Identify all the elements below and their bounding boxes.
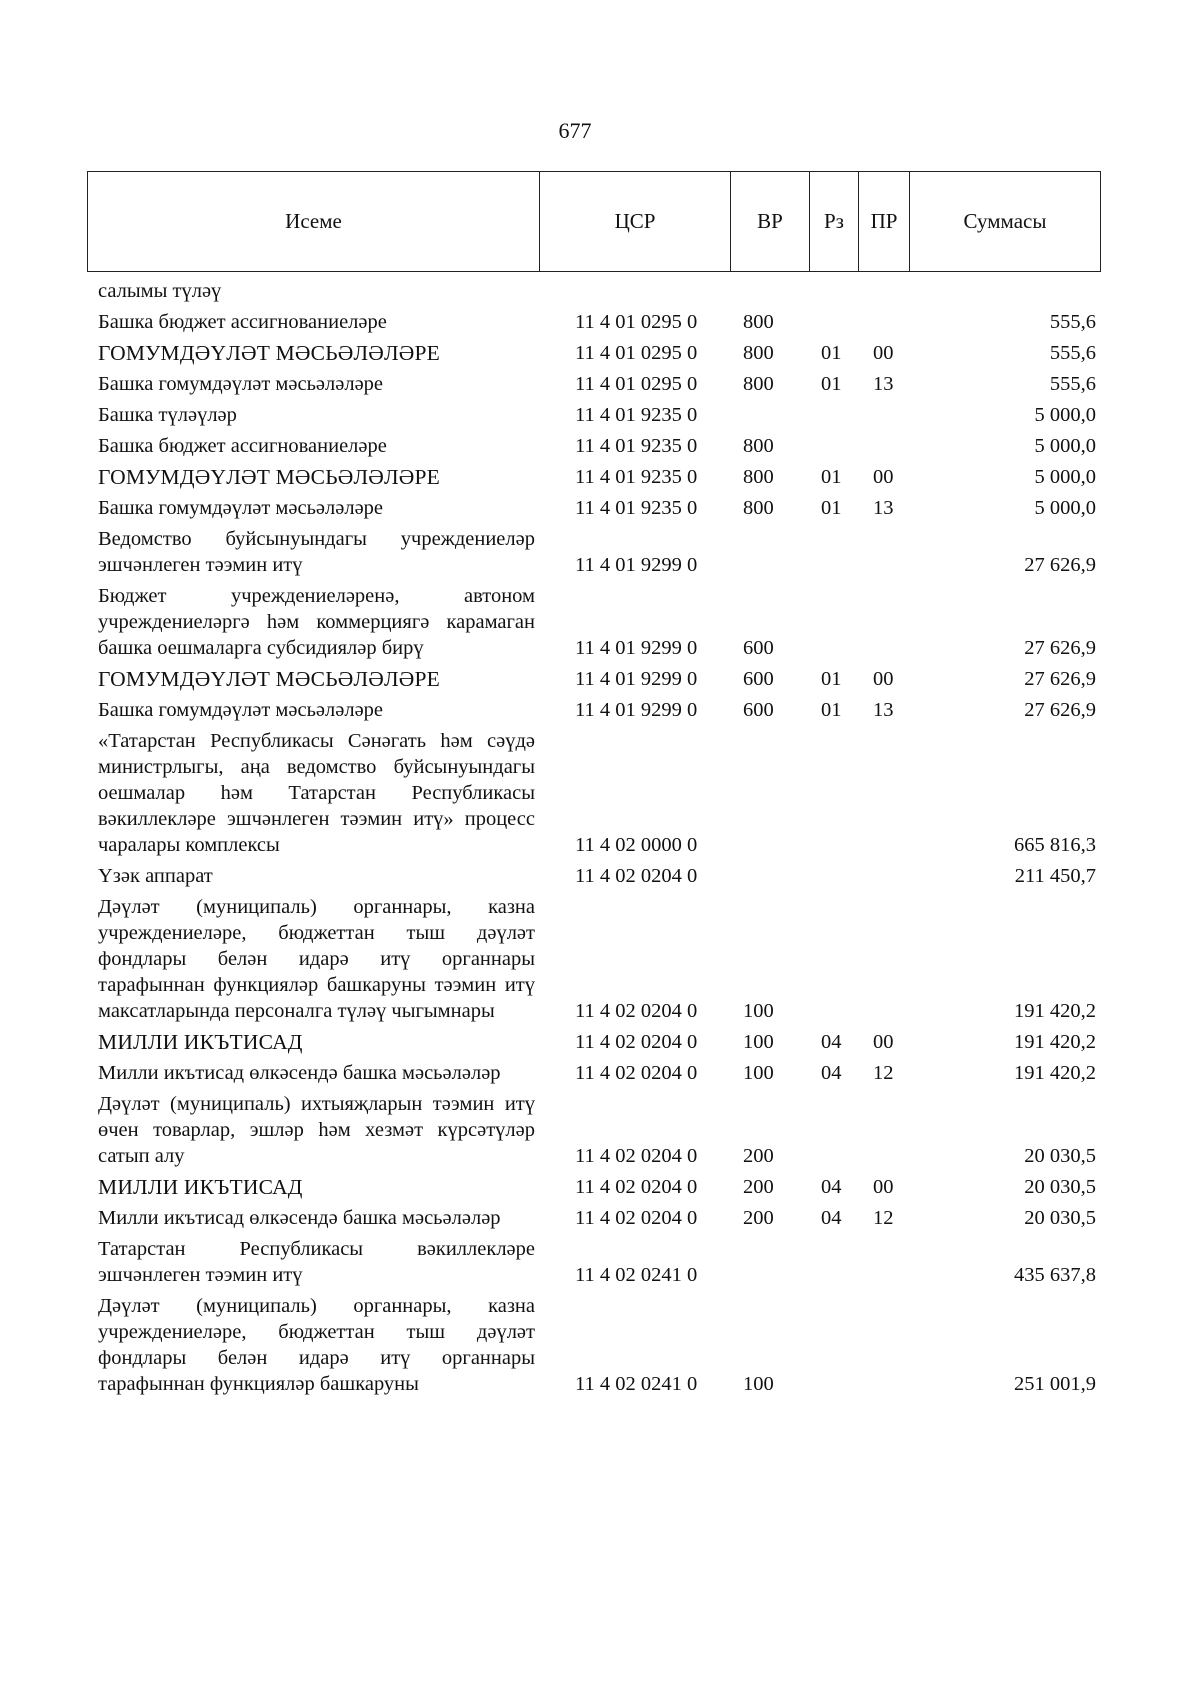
column-header-name: Исеме	[88, 172, 540, 272]
row-pr-cell: 00	[873, 342, 894, 364]
row-name-cell: МИЛЛИ ИКЪТИСАД	[98, 1175, 303, 1199]
row-pr-cell: 00	[873, 668, 894, 690]
column-header-vr: ВР	[731, 172, 810, 272]
row-csr-cell: 11 4 02 0000 0	[575, 834, 698, 856]
row-csr-cell: 11 4 01 9235 0	[575, 404, 698, 426]
row-rz-cell	[809, 521, 858, 578]
row-csr-cell: 11 4 01 9299 0	[575, 668, 698, 690]
row-csr-cell	[539, 273, 730, 304]
row-csr-cell: 11 4 02 0204 0	[575, 1062, 698, 1084]
row-csr-cell: 11 4 02 0204 0	[575, 1031, 698, 1053]
row-sum-cell: 191 420,2	[1014, 1000, 1096, 1022]
column-header-sum: Суммасы	[910, 172, 1101, 272]
row-name-cell: Башка гомумдәүләт мәсьәләләре	[98, 699, 384, 721]
row-vr-cell: 200	[743, 1145, 774, 1167]
row-sum-cell: 27 626,9	[1024, 554, 1096, 576]
row-rz-cell: 04	[821, 1176, 842, 1198]
row-csr-cell: 11 4 02 0204 0	[575, 1207, 698, 1229]
row-vr-cell: 100	[743, 1062, 774, 1084]
column-header-pr: ПР	[859, 172, 910, 272]
row-rz-cell: 01	[821, 373, 842, 395]
row-name-cell: Татарстан Республикасы вәкиллекләре эшчәнлеген тәэмин итү	[98, 1238, 535, 1286]
row-pr-cell	[858, 723, 909, 858]
row-sum-cell: 555,6	[1049, 373, 1096, 395]
table-row	[87, 1169, 1100, 1200]
row-name-cell: Башка бюджет ассигнованиеләре	[98, 311, 387, 333]
row-sum-cell: 5 000,0	[1034, 435, 1096, 457]
table-header	[87, 171, 1101, 272]
table-row	[87, 1200, 1100, 1231]
row-pr-cell: 13	[873, 497, 894, 519]
row-rz-cell	[809, 723, 858, 858]
row-sum-cell	[909, 273, 1100, 304]
row-name-cell: Милли икътисад өлкәсендә башка мәсьәләләр	[98, 1207, 501, 1229]
table-row	[87, 366, 1100, 397]
row-rz-cell	[809, 1288, 858, 1397]
row-csr-cell: 11 4 02 0241 0	[575, 1373, 698, 1395]
row-rz-cell: 01	[821, 699, 842, 721]
row-rz-cell: 01	[821, 497, 842, 519]
row-rz-cell: 01	[821, 342, 842, 364]
table-row	[87, 1055, 1100, 1086]
row-name-cell: Башка гомумдәүләт мәсьәләләре	[98, 373, 384, 395]
row-csr-cell: 11 4 01 9299 0	[575, 637, 698, 659]
row-name-cell: «Татарстан Республикасы Сәнәгать һәм сәүдә министрлыгы, аңа ведомство буйсынуындагы оешмалар һәм Татарстан Республикасы вәкиллекләре эшчәнлеген тәэмин итү» процесс чаралары комплексы	[98, 730, 535, 856]
table-row	[87, 459, 1100, 490]
row-name-cell: Ведомство буйсынуындагы учреждениеләр эшчәнлеген тәэмин итү	[98, 528, 535, 576]
row-rz-cell: 01	[821, 668, 842, 690]
row-sum-cell: 5 000,0	[1034, 466, 1096, 488]
budget-table	[87, 273, 1100, 1397]
row-sum-cell: 5 000,0	[1034, 404, 1096, 426]
row-csr-cell: 11 4 02 0204 0	[575, 865, 698, 887]
row-name-cell: Дәүләт (муниципаль) органнары, казна учреждениеләре, бюджеттан тыш дәүләт фондлары белән идарә итү органнары тарафыннан функцияләр башкаруны тәэмин итү максатларында персоналга түләү чыгымнары	[98, 896, 535, 1022]
row-rz-cell	[809, 428, 858, 459]
row-sum-cell: 665 816,3	[1014, 834, 1096, 856]
row-rz-cell	[809, 273, 858, 304]
row-pr-cell	[858, 521, 909, 578]
row-name-cell: Башка гомумдәүләт мәсьәләләре	[98, 497, 384, 519]
row-pr-cell: 12	[873, 1062, 894, 1084]
row-vr-cell	[730, 858, 809, 889]
row-sum-cell: 211 450,7	[1014, 865, 1096, 887]
table-row	[87, 692, 1100, 723]
row-vr-cell	[730, 273, 809, 304]
row-vr-cell: 100	[743, 1031, 774, 1053]
row-rz-cell	[809, 1086, 858, 1169]
table-row	[87, 578, 1100, 661]
table-row	[87, 428, 1100, 459]
row-csr-cell: 11 4 02 0204 0	[575, 1000, 698, 1022]
row-rz-cell	[809, 304, 858, 335]
row-pr-cell	[858, 1231, 909, 1288]
row-pr-cell: 00	[873, 1031, 894, 1053]
row-sum-cell: 5 000,0	[1034, 497, 1096, 519]
table-row	[87, 273, 1100, 304]
table-row	[87, 661, 1100, 692]
row-vr-cell: 800	[743, 373, 774, 395]
row-name-cell: Бюджет учреждениеләренә, автоном учреждениеләргә һәм коммерциягә карамаган башка оешмаларга субсидияләр бирү	[98, 585, 535, 659]
table-row	[87, 490, 1100, 521]
row-sum-cell: 20 030,5	[1024, 1207, 1096, 1229]
row-rz-cell: 04	[821, 1062, 842, 1084]
row-rz-cell	[809, 858, 858, 889]
table-row	[87, 521, 1100, 578]
row-pr-cell: 00	[873, 1176, 894, 1198]
row-name-cell: ГОМУМДӘҮЛӘТ МӘСЬӘЛӘЛӘРЕ	[98, 465, 440, 489]
row-name-cell: Башка түләүләр	[98, 404, 237, 426]
row-vr-cell: 800	[743, 497, 774, 519]
row-vr-cell	[730, 521, 809, 578]
table-row	[87, 858, 1100, 889]
row-sum-cell: 435 637,8	[1014, 1264, 1096, 1286]
row-csr-cell: 11 4 02 0204 0	[575, 1176, 698, 1198]
row-vr-cell: 100	[743, 1373, 774, 1395]
row-csr-cell: 11 4 01 0295 0	[575, 373, 698, 395]
row-rz-cell: 04	[821, 1207, 842, 1229]
row-pr-cell: 13	[873, 373, 894, 395]
row-name-cell: Башка бюджет ассигнованиеләре	[98, 435, 387, 457]
row-vr-cell: 600	[743, 637, 774, 659]
row-vr-cell	[730, 723, 809, 858]
row-pr-cell	[858, 1086, 909, 1169]
row-pr-cell	[858, 889, 909, 1024]
row-sum-cell: 191 420,2	[1014, 1031, 1096, 1053]
table-row	[87, 889, 1100, 1024]
row-pr-cell	[858, 428, 909, 459]
row-csr-cell: 11 4 01 0295 0	[575, 311, 698, 333]
row-csr-cell: 11 4 01 0295 0	[575, 342, 698, 364]
row-vr-cell	[730, 397, 809, 428]
row-sum-cell: 555,6	[1049, 342, 1096, 364]
row-rz-cell	[809, 889, 858, 1024]
row-name-cell: МИЛЛИ ИКЪТИСАД	[98, 1030, 303, 1054]
row-name-cell: ГОМУМДӘҮЛӘТ МӘСЬӘЛӘЛӘРЕ	[98, 667, 440, 691]
row-pr-cell	[858, 858, 909, 889]
row-vr-cell: 800	[743, 466, 774, 488]
row-name-cell: салымы түләү	[98, 280, 222, 302]
row-rz-cell: 04	[821, 1031, 842, 1053]
column-header-csr: ЦСР	[540, 172, 731, 272]
table-body	[87, 273, 1100, 1397]
table-row	[87, 304, 1100, 335]
row-vr-cell: 800	[743, 342, 774, 364]
row-csr-cell: 11 4 02 0241 0	[575, 1264, 698, 1286]
row-pr-cell	[858, 304, 909, 335]
row-sum-cell: 191 420,2	[1014, 1062, 1096, 1084]
row-sum-cell: 555,6	[1049, 311, 1096, 333]
table-row	[87, 1288, 1100, 1397]
row-vr-cell: 200	[743, 1176, 774, 1198]
table-row	[87, 335, 1100, 366]
table-row	[87, 1024, 1100, 1055]
row-pr-cell	[858, 1288, 909, 1397]
row-name-cell: Милли икътисад өлкәсендә башка мәсьәләләр	[98, 1062, 501, 1084]
row-vr-cell: 800	[743, 435, 774, 457]
row-name-cell: Дәүләт (муниципаль) ихтыяҗларын тәэмин итү өчен товарлар, эшләр һәм хезмәт күрсәтүләр сатып алу	[98, 1093, 535, 1167]
row-sum-cell: 27 626,9	[1024, 699, 1096, 721]
row-pr-cell: 00	[873, 466, 894, 488]
row-vr-cell: 600	[743, 699, 774, 721]
row-pr-cell	[858, 397, 909, 428]
page-number: 677	[558, 118, 592, 143]
row-vr-cell	[730, 1231, 809, 1288]
row-csr-cell: 11 4 02 0204 0	[575, 1145, 698, 1167]
row-rz-cell: 01	[821, 466, 842, 488]
row-name-cell: ГОМУМДӘҮЛӘТ МӘСЬӘЛӘЛӘРЕ	[98, 341, 440, 365]
table-row	[87, 1086, 1100, 1169]
table-row	[87, 1231, 1100, 1288]
row-csr-cell: 11 4 01 9235 0	[575, 435, 698, 457]
row-vr-cell: 800	[743, 311, 774, 333]
row-sum-cell: 20 030,5	[1024, 1176, 1096, 1198]
row-sum-cell: 251 001,9	[1014, 1373, 1096, 1395]
row-rz-cell	[809, 578, 858, 661]
row-vr-cell: 200	[743, 1207, 774, 1229]
row-pr-cell: 12	[873, 1207, 894, 1229]
row-csr-cell: 11 4 01 9299 0	[575, 699, 698, 721]
table-row	[87, 397, 1100, 428]
row-pr-cell	[858, 273, 909, 304]
row-rz-cell	[809, 1231, 858, 1288]
row-vr-cell: 100	[743, 1000, 774, 1022]
row-name-cell: Үзәк аппарат	[98, 865, 213, 887]
row-pr-cell: 13	[873, 699, 894, 721]
row-csr-cell: 11 4 01 9235 0	[575, 497, 698, 519]
table-row	[87, 723, 1100, 858]
row-name-cell: Дәүләт (муниципаль) органнары, казна учреждениеләре, бюджеттан тыш дәүләт фондлары белән идарә итү органнары тарафыннан функцияләр башкаруны	[98, 1295, 535, 1395]
row-sum-cell: 27 626,9	[1024, 668, 1096, 690]
row-csr-cell: 11 4 01 9235 0	[575, 466, 698, 488]
row-pr-cell	[858, 578, 909, 661]
column-header-rz: Рз	[810, 172, 859, 272]
row-sum-cell: 20 030,5	[1024, 1145, 1096, 1167]
row-sum-cell: 27 626,9	[1024, 637, 1096, 659]
row-csr-cell: 11 4 01 9299 0	[575, 554, 698, 576]
row-vr-cell: 600	[743, 668, 774, 690]
row-rz-cell	[809, 397, 858, 428]
